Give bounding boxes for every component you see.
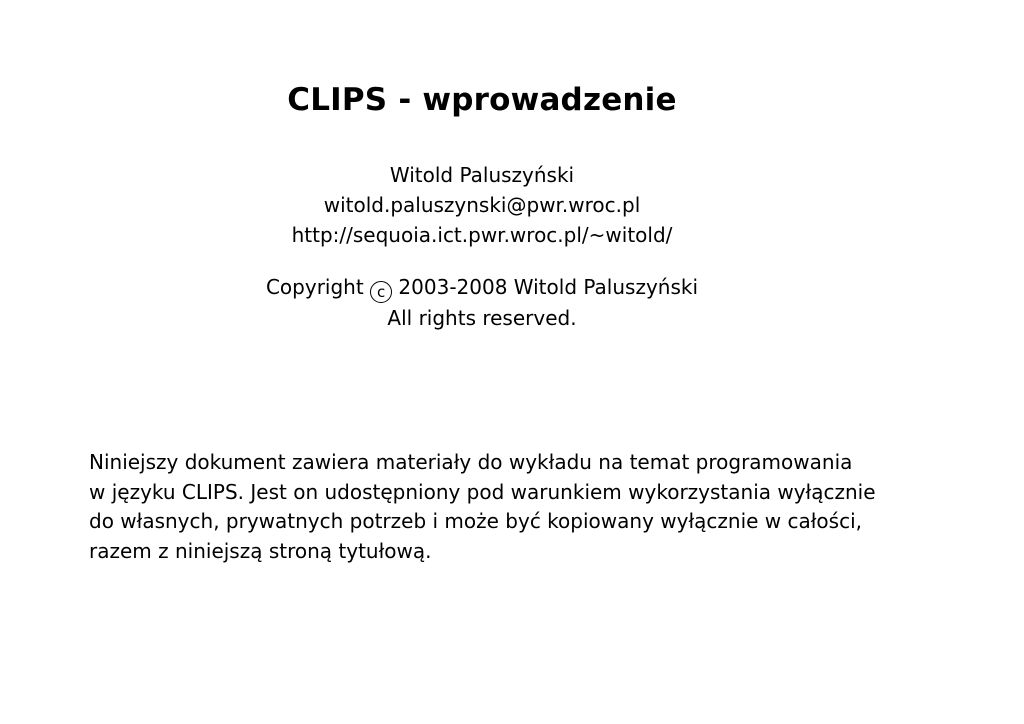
notice-line: w języku CLIPS. Jest on udostępniony pod warunkiem wykorzystania wyłącznie <box>89 479 876 504</box>
notice-line: do własnych, prywatnych potrzeb i może być kopiowany wyłącznie w całości, <box>89 509 862 533</box>
license-notice <box>89 448 989 566</box>
notice-line: Niniejszy dokument zawiera materiały do wykładu na temat programowania <box>89 450 853 474</box>
author-block <box>0 160 964 250</box>
rights-reserved: All rights reserved. <box>387 306 577 330</box>
author-name: Witold Paluszyński <box>389 163 575 187</box>
copyright-icon: c <box>370 281 392 303</box>
copyright-prefix: Copyright <box>265 275 364 299</box>
author-url: http://sequoia.ict.pwr.wroc.pl/~witold/ <box>291 223 673 247</box>
copyright-block <box>0 272 964 333</box>
author-email: witold.paluszynski@pwr.wroc.pl <box>323 193 641 217</box>
copyright-line <box>0 272 964 303</box>
notice-line: razem z niniejszą stroną tytułową. <box>89 538 432 563</box>
copyright-text: 2003-2008 Witold Paluszyński <box>398 275 699 299</box>
document-title: CLIPS - wprowadzenie <box>287 82 677 118</box>
